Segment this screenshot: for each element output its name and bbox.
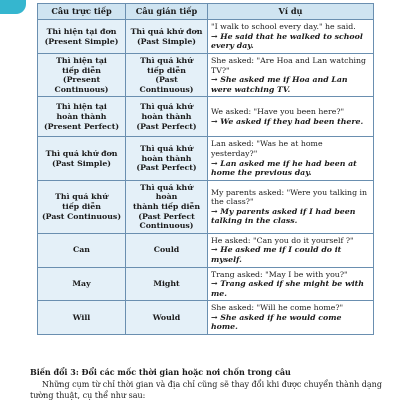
direct-tense-cell xyxy=(38,20,126,54)
section-title: Biến đổi 3: Đổi các mốc thời gian hoặc nơi chốn trong câu xyxy=(30,367,291,377)
direct-tense-cell-line: tiếp diễn xyxy=(62,201,101,211)
indirect-tense-cell xyxy=(126,54,208,97)
direct-tense-cell-line: (Present Perfect) xyxy=(43,121,120,131)
example-cell-line: → My parents asked if I had been talking in the class. xyxy=(211,206,356,226)
indirect-tense-cell-line: Could xyxy=(153,245,180,255)
indirect-tense-cell xyxy=(126,233,208,267)
example-cell-line: "I walk to school every day." he said. xyxy=(211,22,356,32)
indirect-tense-cell-line: Thì quá khứ xyxy=(140,144,193,154)
example-cell-line: → He asked me if I could do it myself. xyxy=(211,245,342,264)
indirect-tense-cell-line: Thì quá khứ xyxy=(140,102,193,112)
header-indirect: Câu gián tiếp xyxy=(126,4,208,20)
paragraph-continuation: tường thuật, cụ thể như sau: xyxy=(30,391,146,400)
example-cell-line: → Lan asked me if he had been at home the previous day. xyxy=(211,158,357,178)
example-cell-line: My parents asked: "Were you talking in the class?" xyxy=(211,187,368,207)
example-cell xyxy=(208,137,374,180)
direct-tense-cell-line: Will xyxy=(72,312,91,322)
direct-tense-cell-line: Thì quá khứ xyxy=(55,192,108,202)
indirect-tense-cell xyxy=(126,267,208,301)
direct-tense-cell-line: (Present xyxy=(62,75,101,85)
example-cell xyxy=(208,267,374,301)
table-row xyxy=(38,301,374,335)
direct-tense-cell xyxy=(38,180,126,233)
example-cell-line: → We asked if they had been there. xyxy=(211,116,364,126)
indirect-tense-cell xyxy=(126,301,208,335)
direct-tense-cell xyxy=(38,137,126,180)
direct-tense-cell-line: Continuous) xyxy=(54,84,109,94)
table-row xyxy=(38,20,374,54)
direct-tense-cell-line: Thì hiện tại xyxy=(56,56,107,65)
reported-speech-table xyxy=(37,3,374,335)
table-row xyxy=(38,97,374,137)
indirect-tense-cell xyxy=(126,97,208,137)
direct-tense-cell xyxy=(38,233,126,267)
direct-tense-cell-line: hoàn thành xyxy=(56,112,107,122)
example-cell-line: She asked: "Will he come home?" xyxy=(211,303,344,313)
indirect-tense-cell-line: (Past Perfect) xyxy=(136,121,197,131)
direct-tense-cell xyxy=(38,97,126,137)
indirect-tense-cell xyxy=(126,137,208,180)
direct-tense-cell xyxy=(38,54,126,97)
direct-tense-cell-line: (Present Simple) xyxy=(44,36,119,46)
header-example: Ví dụ xyxy=(208,4,374,20)
example-cell xyxy=(208,54,374,97)
section-paragraph xyxy=(30,379,390,401)
example-cell-line: We asked: "Have you been here?" xyxy=(211,107,345,117)
direct-tense-cell xyxy=(38,267,126,301)
example-cell-line: → She asked if he would come home. xyxy=(211,312,342,332)
indirect-tense-cell-line: (Past Continuous) xyxy=(139,75,194,94)
direct-tense-cell-line: Thì quá khứ đơn xyxy=(45,148,118,158)
example-cell xyxy=(208,97,374,137)
indirect-tense-cell-line: Thì quá khứ đơn xyxy=(130,26,203,36)
table-header-row xyxy=(38,4,374,20)
indirect-tense-cell-line: hoàn thành xyxy=(141,112,192,122)
paragraph-line: Những cụm từ chỉ thời gian và địa chỉ cũng sẽ thay đổi khi được chuyển thành dạng xyxy=(42,380,382,389)
indirect-tense-cell-line: tiếp diễn xyxy=(147,65,186,75)
table-row xyxy=(38,54,374,97)
example-cell xyxy=(208,180,374,233)
table-row xyxy=(38,233,374,267)
table-row xyxy=(38,267,374,301)
indirect-tense-cell-line: (Past Perfect) xyxy=(136,163,197,173)
direct-tense-cell-line: May xyxy=(72,279,91,289)
direct-tense-cell xyxy=(38,301,126,335)
direct-tense-cell-line: (Past Simple) xyxy=(51,158,111,168)
example-cell-line: Trang asked: "May I be with you?" xyxy=(211,269,348,279)
page-corner-tab xyxy=(0,0,26,14)
example-cell xyxy=(208,20,374,54)
indirect-tense-cell-line: Continuous) xyxy=(139,221,194,231)
table-row xyxy=(38,180,374,233)
header-direct: Câu trực tiếp xyxy=(38,4,126,20)
example-cell-line: → She asked me if Hoa and Lan were watching TV. xyxy=(211,75,348,94)
indirect-tense-cell-line: Thì quá khứ xyxy=(140,56,193,65)
indirect-tense-cell-line: Might xyxy=(153,279,180,289)
direct-tense-cell-line: tiếp diễn xyxy=(62,65,101,75)
table-row xyxy=(38,137,374,180)
direct-tense-cell-line: (Past Continuous) xyxy=(41,211,122,221)
example-cell-line: He asked: "Can you do it yourself ?" xyxy=(211,235,354,245)
indirect-tense-cell xyxy=(126,20,208,54)
direct-tense-cell-line: Thì hiện tại đơn xyxy=(46,26,117,36)
example-cell-line: → Trang asked if she might be with me. xyxy=(211,279,364,298)
indirect-tense-cell-line: hoàn thành xyxy=(141,153,192,163)
indirect-tense-cell-line: thành tiếp diễn xyxy=(132,201,201,211)
indirect-tense-cell-line: Would xyxy=(152,312,181,322)
direct-tense-cell-line: Can xyxy=(73,245,90,255)
example-cell-line: Lan asked: "Was he at home yesterday?" xyxy=(211,139,323,158)
indirect-tense-cell-line: (Past Perfect xyxy=(138,211,195,221)
indirect-tense-cell-line: Thì quá khứ hoàn xyxy=(140,182,193,202)
indirect-tense-cell xyxy=(126,180,208,233)
example-cell-line: She asked: "Are Hoa and Lan watching TV?" xyxy=(211,56,367,75)
indirect-tense-cell-line: (Past Simple) xyxy=(136,36,196,46)
example-cell xyxy=(208,301,374,335)
example-cell xyxy=(208,233,374,267)
example-cell-line: → He said that he walked to school every day. xyxy=(211,31,363,51)
direct-tense-cell-line: Thì hiện tại xyxy=(56,102,107,112)
